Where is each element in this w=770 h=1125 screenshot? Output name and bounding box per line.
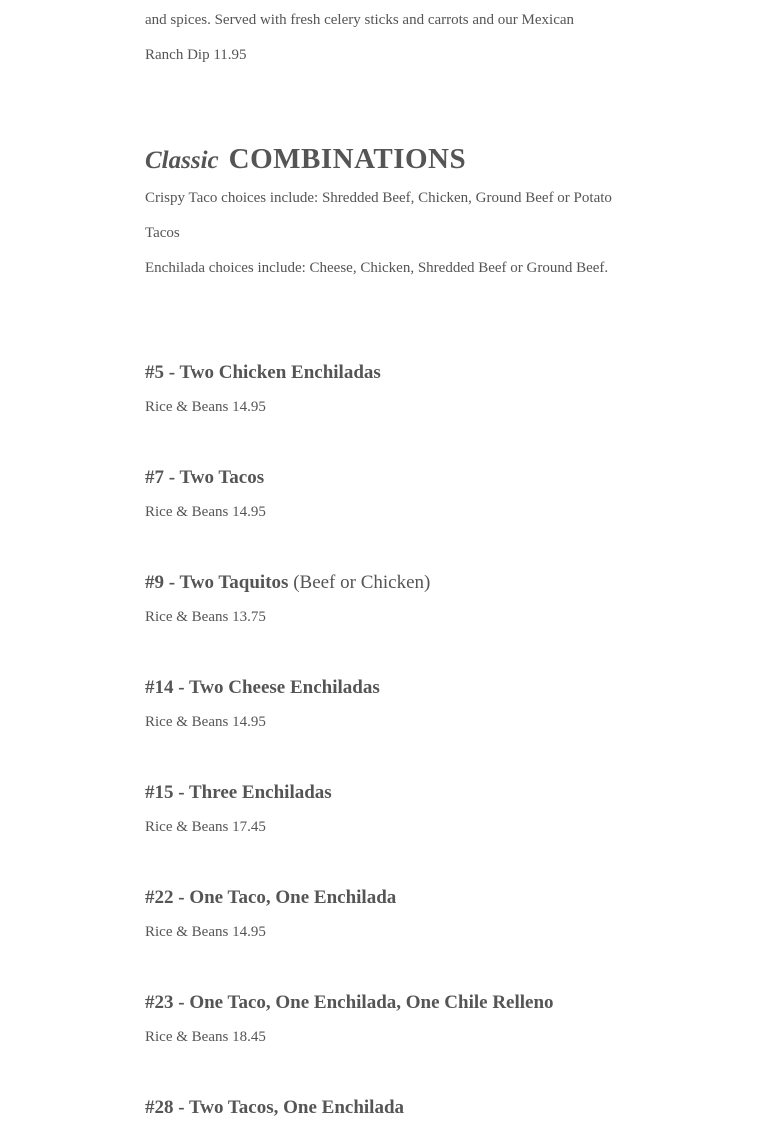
menu-item-description: Rice & Beans 13.75 — [145, 609, 266, 625]
taco-choices-note: Crispy Taco choices include: Shredded Beef, Chicken, Ground Beef or Potato Tacos — [145, 190, 612, 241]
section-title-italic: Classic — [145, 147, 219, 174]
menu-item — [145, 985, 615, 1055]
section-title-main: COMBINATIONS — [228, 143, 467, 175]
previous-item-description — [145, 3, 615, 73]
enchilada-choices-note: Enchilada choices include: Cheese, Chicken, Shredded Beef or Ground Beef. — [145, 260, 609, 276]
menu-column — [145, 0, 615, 1118]
menu-item-note: (Beef or Chicken) — [288, 572, 431, 593]
menu-item-name: #9 - Two Taquitos (Beef or Chicken) — [145, 572, 431, 593]
menu-item-name: #14 - Two Cheese Enchiladas — [145, 677, 380, 698]
menu-item — [145, 565, 615, 635]
menu-item-name: #23 - One Taco, One Enchilada, One Chile Relleno — [145, 992, 554, 1013]
menu-item-name: #7 - Two Tacos — [145, 467, 265, 488]
menu-item-description: Rice & Beans 18.45 — [145, 1029, 266, 1045]
section-title — [145, 143, 466, 176]
menu-item — [145, 460, 615, 530]
menu-item-description: Rice & Beans 14.95 — [145, 504, 266, 520]
menu-item-description: Rice & Beans 14.95 — [145, 399, 266, 415]
menu-item-name: #22 - One Taco, One Enchilada — [145, 887, 397, 908]
menu-item-description: Rice & Beans 14.95 — [145, 714, 266, 730]
menu-item-name: #15 - Three Enchiladas — [145, 782, 332, 803]
menu-item — [145, 775, 615, 845]
menu-item-name: #28 - Two Tacos, One Enchilada — [145, 1097, 405, 1118]
menu-item — [145, 880, 615, 950]
menu-item-description: Rice & Beans 14.95 — [145, 924, 266, 940]
menu-item — [145, 355, 615, 425]
menu-item-description: Rice & Beans 17.45 — [145, 819, 266, 835]
intro-line-1: and spices. Served with fresh celery sticks and carrots and our Mexican — [145, 12, 575, 28]
menu-item — [145, 670, 615, 740]
intro-line-2: Ranch Dip 11.95 — [145, 47, 247, 63]
section-notes — [145, 181, 615, 286]
menu-item-name: #5 - Two Chicken Enchiladas — [145, 362, 381, 383]
